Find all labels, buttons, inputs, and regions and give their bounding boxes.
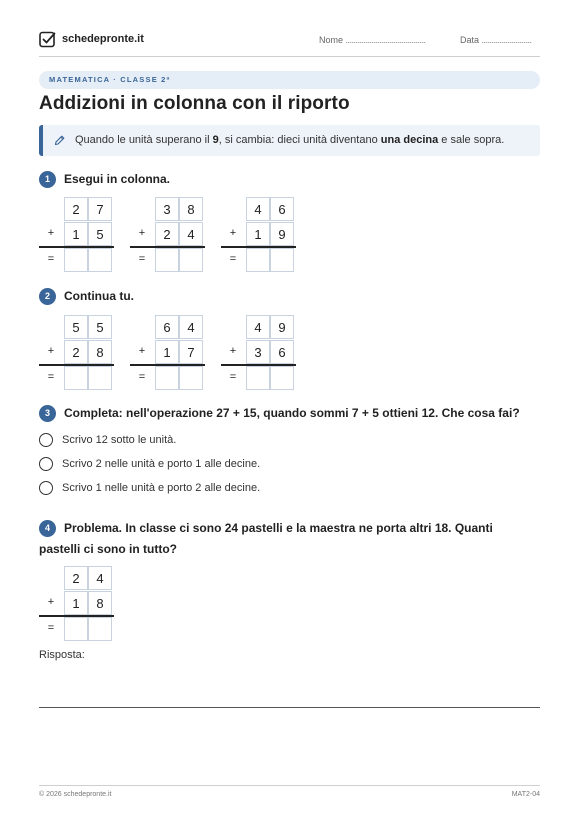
info-suffix: e sale sopra.	[438, 134, 505, 146]
s1-op1-addend-1-cell: 7	[88, 197, 112, 221]
s4-op-result-cell[interactable]	[64, 617, 88, 641]
s1-op1-sum-line	[39, 246, 114, 248]
s1-op1-operation	[39, 197, 114, 272]
s1-op1-result-cell[interactable]	[64, 248, 88, 272]
info-highlight-decina: una decina	[380, 134, 439, 146]
brand-name: schedepronte.it	[62, 33, 144, 45]
name-dots: ........................................	[345, 35, 426, 45]
info-box	[39, 125, 540, 156]
s1-op3-equals-sign: =	[229, 253, 237, 265]
subject-tag-label: MATEMATICA · CLASSE 2ª	[49, 75, 171, 84]
section-4-number: 4	[39, 520, 56, 537]
section-1-number: 1	[39, 171, 56, 188]
subject-tag	[39, 71, 540, 89]
s1-op3-addend-1-cell: 6	[270, 197, 294, 221]
s1-op1-equals-sign: =	[47, 253, 55, 265]
s2-op2-result-cell[interactable]	[155, 366, 179, 390]
s1-op3-sum-line	[221, 246, 296, 248]
section-4-title-line-2: pastelli ci sono in tutto?	[39, 542, 177, 556]
option-3-label: Scrivo 1 nelle unità e porto 2 alle decine.	[62, 482, 261, 494]
s2-op2-plus-sign: +	[138, 345, 146, 357]
s1-op2-plus-sign: +	[138, 227, 146, 239]
s2-op3-operation	[221, 315, 296, 390]
s2-op3-addend-2-cell: 3	[246, 340, 270, 364]
name-label: Nome	[319, 35, 344, 45]
info-highlight-9: 9	[212, 134, 219, 146]
footer-copyright: © 2026 schedepronte.it	[39, 791, 112, 798]
s1-op2-sum-line	[130, 246, 205, 248]
section-4-title-line-1: Problema. In classe ci sono 24 pastelli e la maestra ne porta altri 18. Quanti	[64, 521, 493, 535]
s2-op1-addend-1-cell: 5	[64, 315, 88, 339]
s2-op1-result-cell[interactable]	[64, 366, 88, 390]
s1-op3-addend-1-cell: 4	[246, 197, 270, 221]
section-2-title: Continua tu.	[64, 289, 134, 303]
s2-op3-result-cell[interactable]	[246, 366, 270, 390]
answer-label: Risposta:	[39, 649, 85, 661]
section-3-number: 3	[39, 405, 56, 422]
s2-op2-sum-line	[130, 364, 205, 366]
s2-op2-addend-2-cell: 7	[179, 340, 203, 364]
date-label: Data	[460, 35, 480, 45]
s2-op2-addend-1-cell: 6	[155, 315, 179, 339]
section-2-number: 2	[39, 288, 56, 305]
s1-op3-operation	[221, 197, 296, 272]
s1-op1-plus-sign: +	[47, 227, 55, 239]
s1-op2-addend-2-cell: 4	[179, 222, 203, 246]
s1-op2-addend-1-cell: 8	[179, 197, 203, 221]
s1-op1-result-cell[interactable]	[88, 248, 112, 272]
header-divider	[39, 56, 540, 57]
s2-op2-addend-2-cell: 1	[155, 340, 179, 364]
section-1-title: Esegui in colonna.	[64, 172, 171, 186]
info-prefix: Quando le unità superano il	[75, 134, 213, 146]
s1-op2-addend-2-cell: 2	[155, 222, 179, 246]
s4-op-result-cell[interactable]	[88, 617, 112, 641]
s4-op-equals-sign: =	[47, 622, 55, 634]
s2-op1-equals-sign: =	[47, 371, 55, 383]
s4-op-addend-2-cell: 8	[88, 591, 112, 615]
s2-op2-addend-1-cell: 4	[179, 315, 203, 339]
s1-op3-addend-2-cell: 1	[246, 222, 270, 246]
option-1-radio[interactable]	[39, 433, 53, 447]
footer-code: MAT2-04	[511, 791, 540, 798]
page-title: Addizioni in colonna con il riporto	[39, 93, 350, 114]
name-field[interactable]	[319, 35, 426, 45]
date-field[interactable]	[460, 35, 532, 45]
s1-op3-addend-2-cell: 9	[270, 222, 294, 246]
s1-op3-result-cell[interactable]	[246, 248, 270, 272]
s1-op3-result-cell[interactable]	[270, 248, 294, 272]
s2-op1-result-cell[interactable]	[88, 366, 112, 390]
s2-op3-addend-1-cell: 4	[246, 315, 270, 339]
section-3-title: Completa: nell'operazione 27 + 15, quando sommi 7 + 5 ottieni 12. Che cosa fai?	[64, 406, 520, 420]
footer-divider	[39, 785, 540, 786]
info-text	[75, 134, 504, 146]
date-dots: .........................	[481, 35, 532, 45]
option-2-label: Scrivo 2 nelle unità e porto 1 alle decine.	[62, 458, 261, 470]
pencil-icon	[54, 135, 65, 146]
s2-op3-result-cell[interactable]	[270, 366, 294, 390]
s4-op-addend-1-cell: 2	[64, 566, 88, 590]
s4-op-operation	[39, 566, 114, 641]
s4-op-addend-1-cell: 4	[88, 566, 112, 590]
s2-op1-addend-1-cell: 5	[88, 315, 112, 339]
s2-op1-operation	[39, 315, 114, 390]
s2-op2-equals-sign: =	[138, 371, 146, 383]
s4-op-sum-line	[39, 615, 114, 617]
s1-op1-addend-2-cell: 5	[88, 222, 112, 246]
info-middle: , si cambia: dieci unità diventano	[218, 134, 381, 146]
s2-op1-sum-line	[39, 364, 114, 366]
s1-op1-addend-1-cell: 2	[64, 197, 88, 221]
s2-op2-operation	[130, 315, 205, 390]
s2-op1-addend-2-cell: 8	[88, 340, 112, 364]
s2-op3-sum-line	[221, 364, 296, 366]
s2-op3-equals-sign: =	[229, 371, 237, 383]
s1-op1-addend-2-cell: 1	[64, 222, 88, 246]
s4-op-plus-sign: +	[47, 596, 55, 608]
s1-op2-addend-1-cell: 3	[155, 197, 179, 221]
s1-op3-plus-sign: +	[229, 227, 237, 239]
option-1-label: Scrivo 12 sotto le unità.	[62, 434, 177, 446]
s4-op-addend-2-cell: 1	[64, 591, 88, 615]
s2-op3-addend-1-cell: 9	[270, 315, 294, 339]
s2-op1-plus-sign: +	[47, 345, 55, 357]
s2-op3-plus-sign: +	[229, 345, 237, 357]
option-2-radio[interactable]	[39, 457, 53, 471]
s1-op2-result-cell[interactable]	[155, 248, 179, 272]
info-accent-bar	[39, 125, 43, 156]
answer-line[interactable]	[39, 707, 540, 708]
logo-check-icon	[39, 31, 56, 48]
option-3-radio[interactable]	[39, 481, 53, 495]
s1-op2-operation	[130, 197, 205, 272]
s1-op2-result-cell[interactable]	[179, 248, 203, 272]
s1-op2-equals-sign: =	[138, 253, 146, 265]
s2-op2-result-cell[interactable]	[179, 366, 203, 390]
s2-op3-addend-2-cell: 6	[270, 340, 294, 364]
s2-op1-addend-2-cell: 2	[64, 340, 88, 364]
